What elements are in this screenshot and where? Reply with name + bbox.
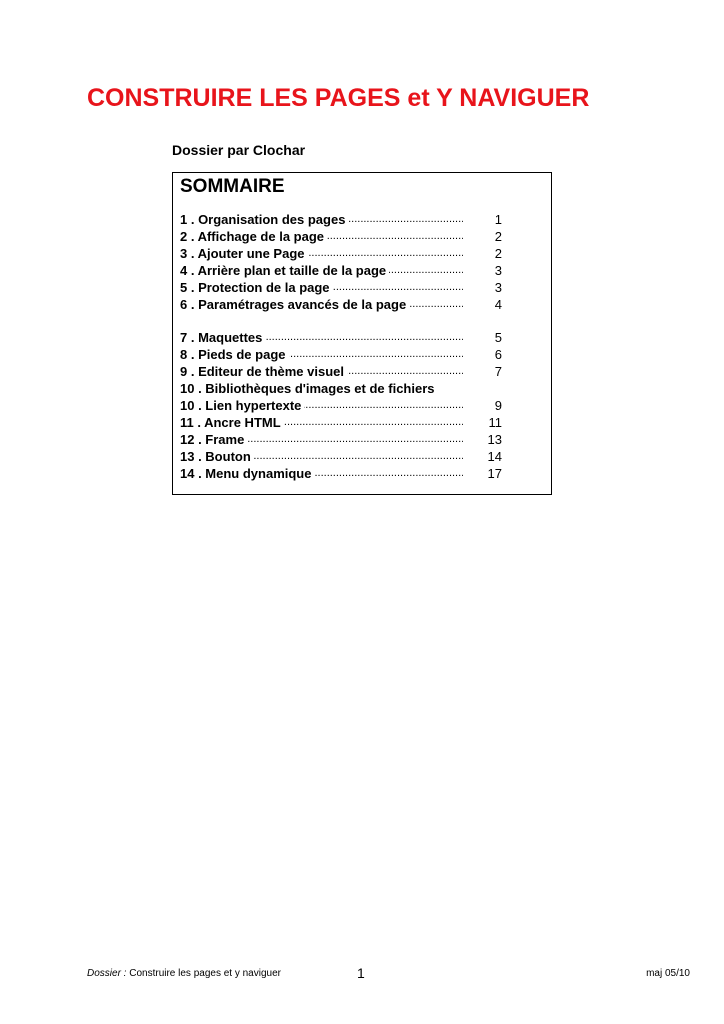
toc-group (180, 211, 542, 313)
toc-entry-label: 7 . Maquettes (180, 329, 265, 346)
toc-entry-page: 7 (494, 364, 502, 379)
toc-entry-label: 9 . Editeur de thème visuel (180, 363, 347, 380)
page-footer (87, 965, 690, 985)
toc-group (180, 329, 542, 482)
toc-entry (180, 329, 542, 346)
toc-entry-page: 1 (494, 212, 502, 227)
toc-entry-label: 8 . Pieds de page (180, 346, 289, 363)
toc-entry-label: 11 . Ancre HTML (180, 414, 284, 431)
footer-update-date: maj 05/10 (646, 968, 690, 979)
toc-entry (180, 296, 542, 313)
footer-left (87, 968, 281, 979)
toc-entry-label: 1 . Organisation des pages (180, 211, 348, 228)
toc-entry-label: 2 . Affichage de la page (180, 228, 327, 245)
footer-prefix: Dossier : (87, 968, 127, 979)
toc-entry-label: 4 . Arrière plan et taille de la page (180, 262, 389, 279)
footer-page-number: 1 (357, 965, 365, 981)
toc-entry (180, 414, 542, 431)
toc-entry-page: 9 (494, 398, 502, 413)
toc-entry (180, 262, 542, 279)
toc-entry (180, 380, 542, 397)
toc-list (180, 211, 542, 482)
footer-document-name: Construire les pages et y naviguer (129, 968, 281, 979)
toc-entry-page: 3 (494, 263, 502, 278)
toc-entry-page: 14 (487, 449, 502, 464)
toc-entry-page: 4 (494, 297, 502, 312)
toc-entry-page: 2 (494, 246, 502, 261)
toc-entry-label: 12 . Frame (180, 431, 247, 448)
toc-entry (180, 465, 542, 482)
toc-entry-label: 3 . Ajouter une Page (180, 245, 308, 262)
document-author: Dossier par Clochar (172, 142, 306, 158)
toc-entry-label: 10 . Lien hypertexte (180, 397, 304, 414)
toc-entry-label: 14 . Menu dynamique (180, 465, 314, 482)
toc-entry (180, 228, 542, 245)
toc-entry (180, 397, 542, 414)
table-of-contents (172, 172, 552, 495)
toc-heading: SOMMAIRE (180, 176, 285, 197)
toc-entry-label: 10 . Bibliothèques d'images et de fichiers (180, 380, 438, 397)
toc-entry (180, 363, 542, 380)
toc-entry (180, 431, 542, 448)
toc-entry-page: 17 (487, 466, 502, 481)
toc-entry-page: 11 (488, 415, 502, 430)
toc-entry-page: 5 (494, 330, 502, 345)
document-title: CONSTRUIRE LES PAGES et Y NAVIGUER (87, 84, 590, 112)
toc-entry-label: 5 . Protection de la page (180, 279, 333, 296)
toc-entry-label: 13 . Bouton (180, 448, 254, 465)
toc-entry (180, 346, 542, 363)
toc-entry-page: 6 (494, 347, 502, 362)
toc-entry (180, 279, 542, 296)
toc-entry-page: 3 (494, 280, 502, 295)
toc-entry-page: 2 (494, 229, 502, 244)
toc-entry (180, 211, 542, 228)
toc-entry-label: 6 . Paramétrages avancés de la page (180, 296, 409, 313)
toc-entry (180, 448, 542, 465)
toc-entry (180, 245, 542, 262)
toc-entry-page: 13 (487, 432, 502, 447)
